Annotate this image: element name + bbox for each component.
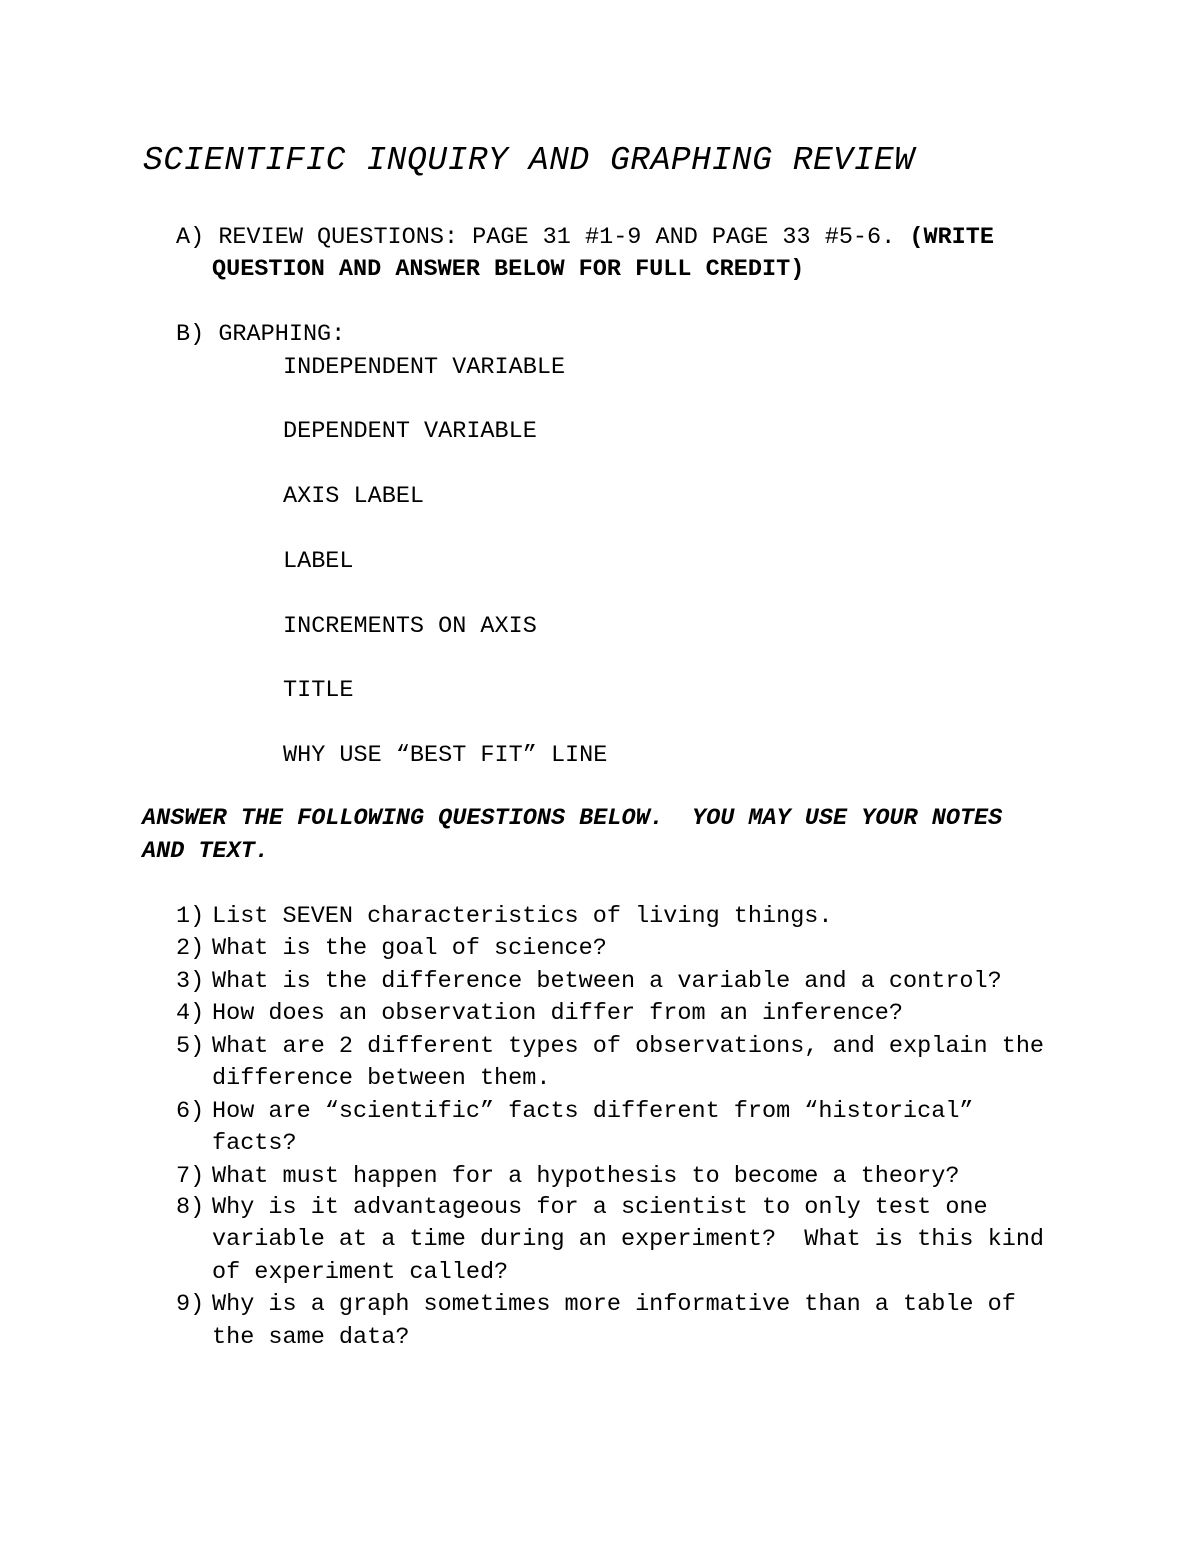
question-number: 7) <box>176 1163 205 1190</box>
question-4 <box>176 998 903 1031</box>
question-number: 9) <box>176 1291 205 1318</box>
question-number: 8) <box>176 1194 205 1221</box>
question-6-continued: facts? <box>212 1130 297 1157</box>
section-a-text: REVIEW QUESTIONS: PAGE 31 #1-9 AND PAGE 33 #5-6. <box>218 224 896 251</box>
question-7 <box>176 1161 959 1194</box>
section-b-heading: GRAPHING: <box>218 321 346 348</box>
question-text: What is the difference between a variable and a control? <box>212 968 1002 995</box>
graphing-item: INCREMENTS ON AXIS <box>283 613 537 640</box>
section-b-heading-line <box>176 319 345 352</box>
question-number: 2) <box>176 935 205 962</box>
section-a-line-1 <box>176 222 994 255</box>
graphing-item: LABEL <box>283 548 354 575</box>
instructions-line-1: ANSWER THE FOLLOWING QUESTIONS BELOW. YOU MAY USE YOUR NOTES <box>142 805 1003 832</box>
graphing-item: TITLE <box>283 677 354 704</box>
section-a-bold-1: (WRITE <box>909 224 994 251</box>
question-3 <box>176 966 1002 999</box>
question-number: 4) <box>176 1000 205 1027</box>
question-text: What must happen for a hypothesis to become a theory? <box>212 1163 960 1190</box>
question-text: List SEVEN characteristics of living things. <box>212 903 833 930</box>
section-a-marker: A) <box>176 224 205 251</box>
question-number: 1) <box>176 903 205 930</box>
question-8 <box>176 1192 988 1225</box>
section-a-bold-2: QUESTION AND ANSWER BELOW FOR FULL CREDIT) <box>212 256 805 283</box>
question-9-continued: the same data? <box>212 1324 410 1351</box>
question-number: 6) <box>176 1098 205 1125</box>
question-9 <box>176 1289 1016 1322</box>
question-number: 5) <box>176 1033 205 1060</box>
question-6 <box>176 1096 974 1129</box>
question-8-continued: variable at a time during an experiment? What is this kind <box>212 1226 1045 1253</box>
question-2 <box>176 933 607 966</box>
graphing-item: AXIS LABEL <box>283 483 425 510</box>
question-text: How does an observation differ from an inference? <box>212 1000 904 1027</box>
graphing-item: WHY USE “BEST FIT” LINE <box>283 742 608 769</box>
graphing-item: INDEPENDENT VARIABLE <box>283 354 566 381</box>
question-text: Why is it advantageous for a scientist to only test one <box>212 1194 988 1221</box>
instructions-line-2: AND TEXT. <box>142 838 269 865</box>
question-8-continued: of experiment called? <box>212 1259 509 1286</box>
question-text: What is the goal of science? <box>212 935 607 962</box>
graphing-item: DEPENDENT VARIABLE <box>283 418 537 445</box>
question-5-continued: difference between them. <box>212 1065 551 1092</box>
question-5 <box>176 1031 1044 1064</box>
document-title: SCIENTIFIC INQUIRY AND GRAPHING REVIEW <box>143 142 915 179</box>
question-1 <box>176 901 833 934</box>
question-text: How are “scientific” facts different from “historical” <box>212 1098 974 1125</box>
question-text: What are 2 different types of observations, and explain the <box>212 1033 1045 1060</box>
question-text: Why is a graph sometimes more informative than a table of <box>212 1291 1016 1318</box>
section-b-marker: B) <box>176 321 205 348</box>
question-number: 3) <box>176 968 205 995</box>
